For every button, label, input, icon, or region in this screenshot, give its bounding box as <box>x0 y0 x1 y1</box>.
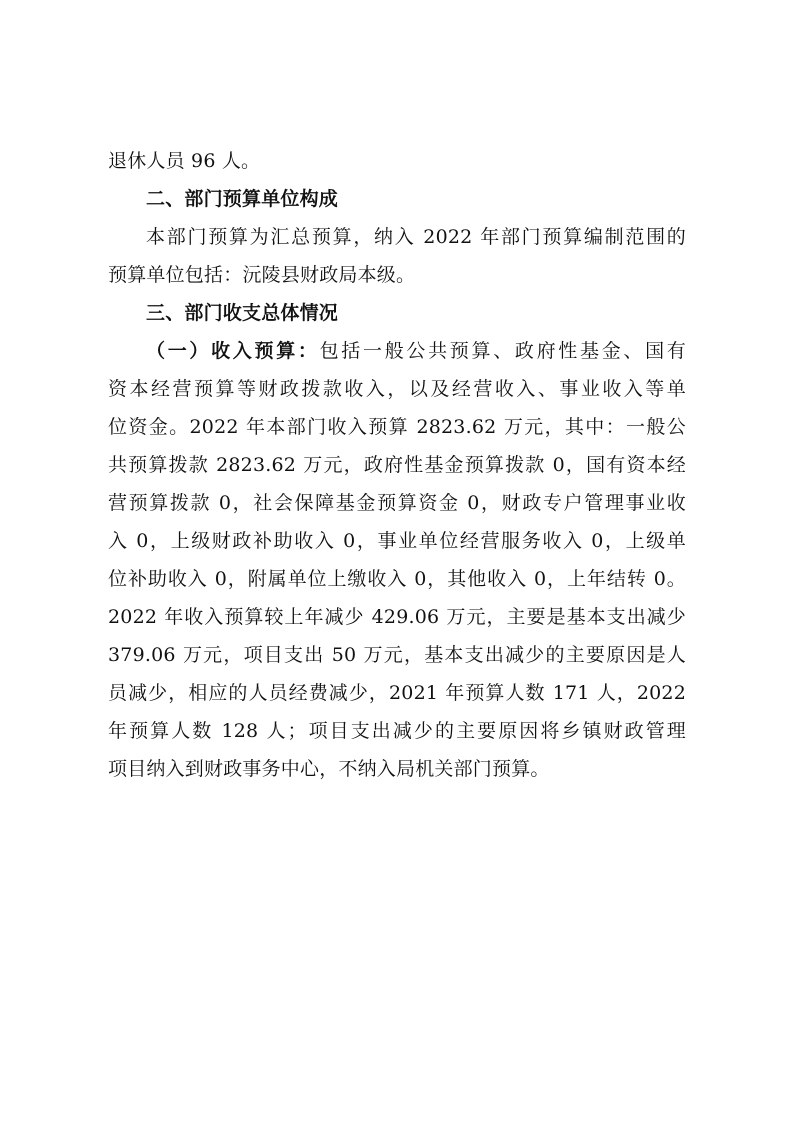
subsection-1-first-line <box>108 332 686 370</box>
subsection-1-line: 共预算拨款 2823.62 万元，政府性基金预算拨款 0，国有资本经 <box>108 454 686 476</box>
subsection-1-line: 员减少，相应的人员经费减少，2021 年预算人数 171 人，2022 <box>108 682 686 704</box>
subsection-1-line: 位资金。2022 年本部门收入预算 2823.62 万元，其中：一般公 <box>108 416 686 438</box>
section-2-heading: 二、部门预算单位构成 <box>146 188 339 210</box>
subsection-1-line: 营预算拨款 0，社会保障基金预算资金 0，财政专户管理事业收 <box>108 492 686 514</box>
subsection-1-line: 年预算人数 128 人；项目支出减少的主要原因将乡镇财政管理 <box>108 720 686 742</box>
subsection-1-line: 入 0，上级财政补助收入 0，事业单位经营服务收入 0，上级单 <box>108 530 686 552</box>
subsection-1-line: 379.06 万元，项目支出 50 万元，基本支出减少的主要原因是人 <box>108 644 686 666</box>
subsection-1-first-line-text: 包括一般公共预算、政府性基金、国有 <box>319 340 686 362</box>
document-page <box>108 142 686 788</box>
section-3-heading: 三、部门收支总体情况 <box>146 302 339 324</box>
section-2-line-2: 预算单位包括：沅陵县财政局本级。 <box>108 264 416 286</box>
section-2-line-1: 本部门预算为汇总预算，纳入 2022 年部门预算编制范围的 <box>146 226 686 248</box>
subsection-1-line: 项目纳入到财政事务中心，不纳入局机关部门预算。 <box>108 758 550 780</box>
subsection-1-line: 资本经营预算等财政拨款收入，以及经营收入、事业收入等单 <box>108 378 686 400</box>
subsection-1-line: 2022 年收入预算较上年减少 429.06 万元，主要是基本支出减少 <box>108 606 686 628</box>
continued-paragraph-line: 退休人员 96 人。 <box>108 150 261 172</box>
subsection-1-line: 位补助收入 0，附属单位上缴收入 0，其他收入 0，上年结转 0。 <box>108 568 686 590</box>
subsection-1-lead: （一）收入预算： <box>146 340 320 362</box>
